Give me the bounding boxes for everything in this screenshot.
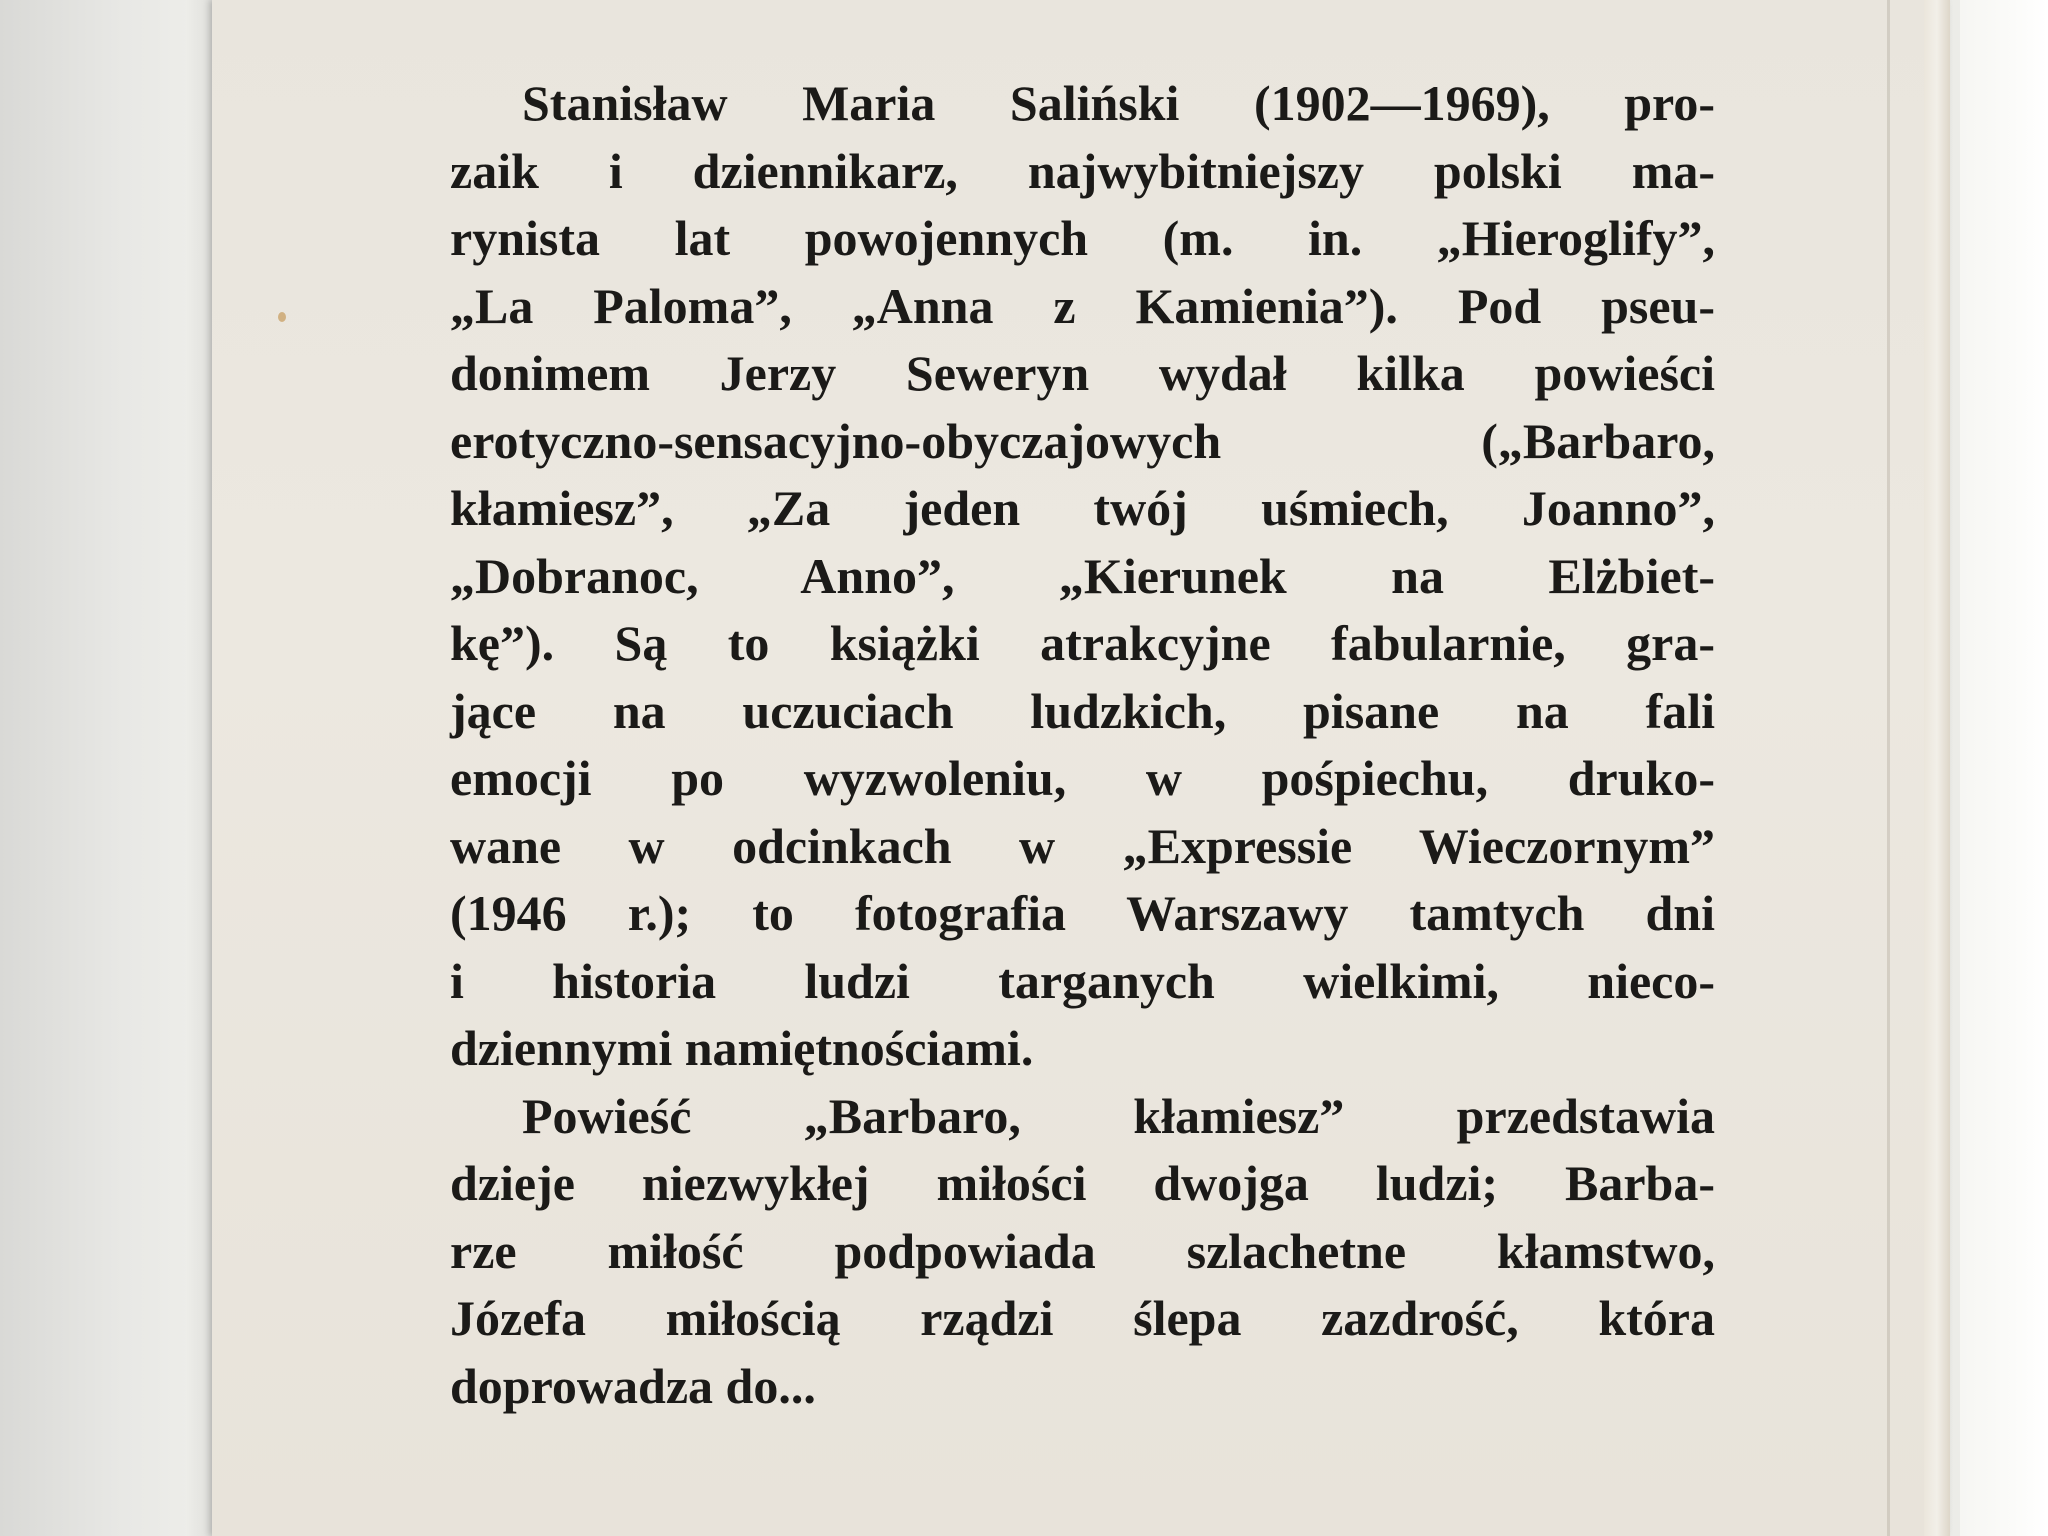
blurb-text bbox=[450, 70, 1715, 1420]
paragraph-author-bio bbox=[450, 70, 1715, 1083]
page-edge bbox=[1924, 0, 1950, 1536]
page-fold-line bbox=[1887, 0, 1890, 1536]
text-line: rze miłość podpowiada szlachetne kłamstwo, bbox=[450, 1222, 1715, 1279]
text-line: Stanisław Maria Saliński (1902—1969), pro- bbox=[522, 75, 1715, 131]
text-line: Powieść „Barbaro, kłamiesz” przedstawia bbox=[522, 1087, 1715, 1144]
text-line: zaik i dziennikarz, najwybitniejszy polski ma- bbox=[450, 142, 1715, 199]
text-line: rynista lat powojennych (m. in. „Hieroglify”, bbox=[450, 210, 1715, 266]
text-line: i historia ludzi targanych wielkimi, nieco- bbox=[450, 952, 1715, 1009]
text-line: „Dobranoc, Anno”, „Kierunek na Elżbiet- bbox=[450, 547, 1715, 604]
paper-speck bbox=[278, 312, 286, 322]
text-line: (1946 r.); to fotografia Warszawy tamtych dni bbox=[450, 885, 1715, 941]
text-line: emocji po wyzwoleniu, w pośpiechu, druko- bbox=[450, 750, 1715, 806]
text-line: erotyczno-sensacyjno-obyczajowych („Barbaro, bbox=[450, 412, 1715, 469]
text-line: kę”). Są to książki atrakcyjne fabularnie, gra- bbox=[450, 615, 1715, 671]
text-line: Józefa miłością rządzi ślepa zazdrość, która bbox=[450, 1290, 1715, 1346]
text-line: dziennymi namiętnościami. bbox=[450, 1020, 1034, 1076]
text-line: „La Paloma”, „Anna z Kamienia”). Pod pseu- bbox=[450, 277, 1715, 334]
background-surface bbox=[1960, 0, 2048, 1536]
text-line: doprowadza do... bbox=[450, 1357, 816, 1414]
text-line: jące na uczuciach ludzkich, pisane na fali bbox=[450, 682, 1715, 739]
text-line: dzieje niezwykłej miłości dwojga ludzi; Barba- bbox=[450, 1155, 1715, 1211]
text-line: donimem Jerzy Seweryn wydał kilka powieści bbox=[450, 345, 1715, 401]
paragraph-plot-summary bbox=[450, 1083, 1715, 1421]
text-line: kłamiesz”, „Za jeden twój uśmiech, Joanno”, bbox=[450, 480, 1715, 536]
text-line: wane w odcinkach w „Expressie Wieczornym” bbox=[450, 817, 1715, 874]
